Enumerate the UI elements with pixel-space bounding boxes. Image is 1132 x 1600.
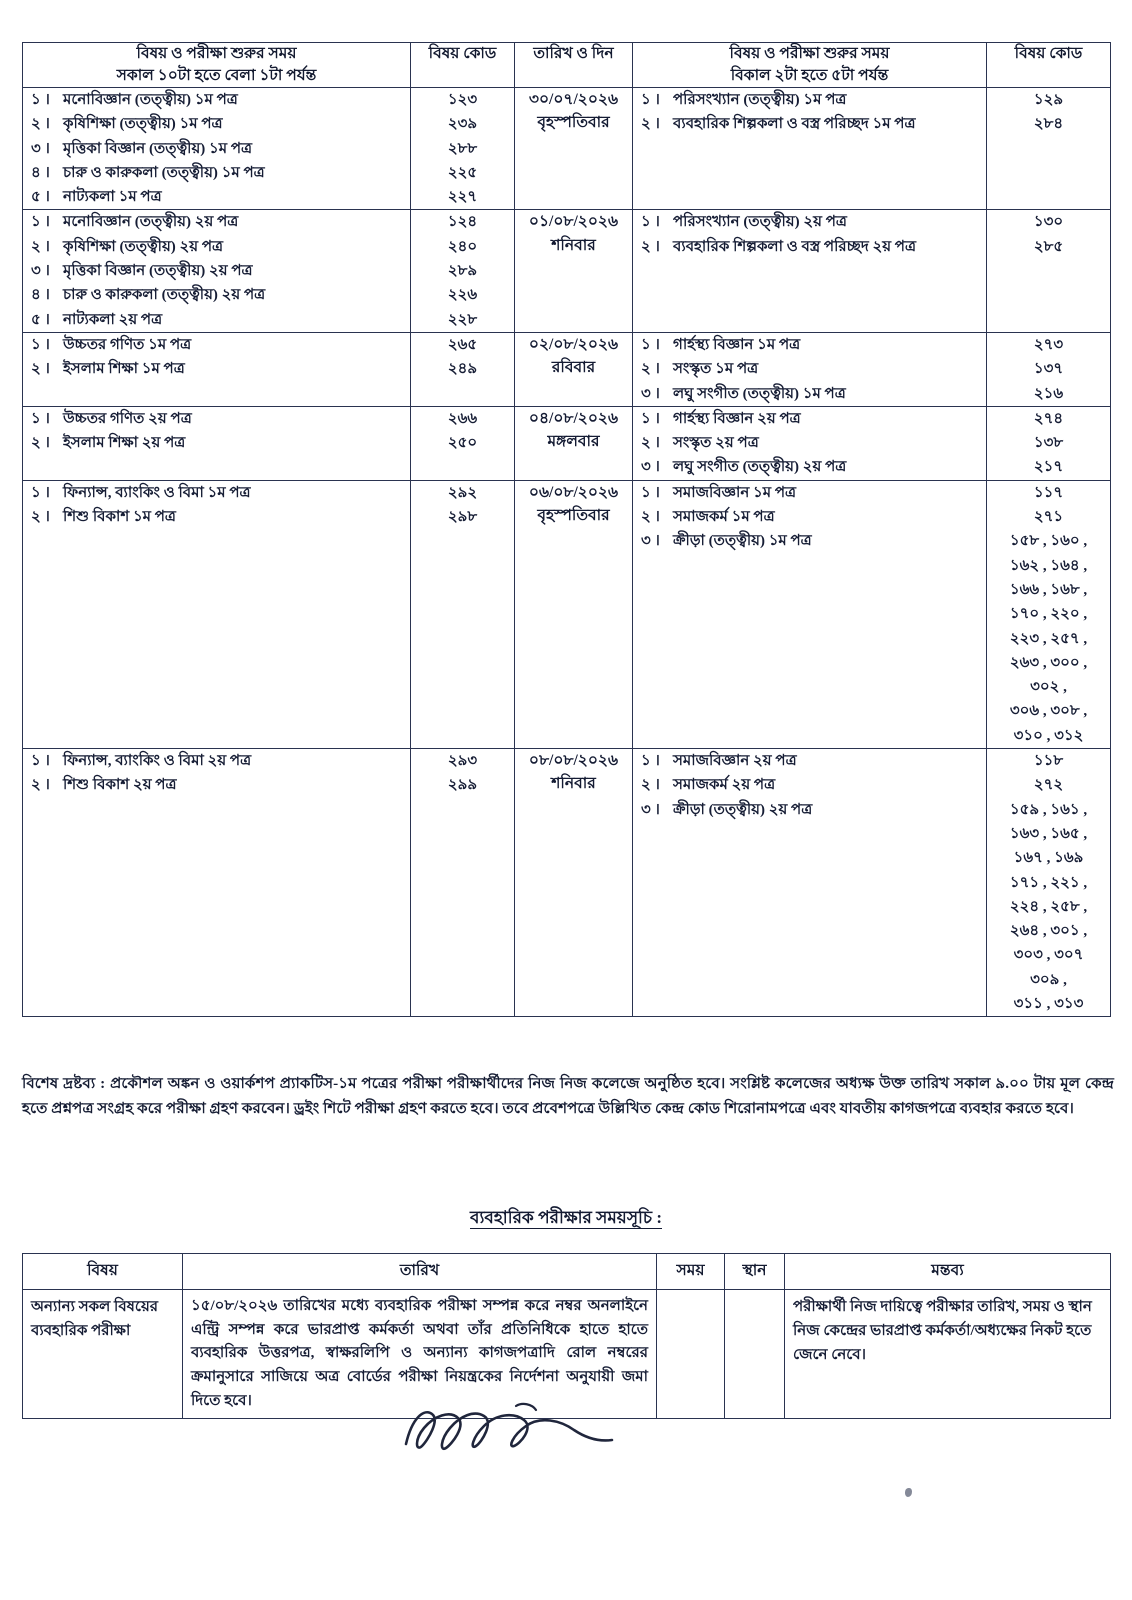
practical-section-title xyxy=(0,1205,1132,1233)
subject-name: মৃত্তিকা বিজ্ঞান (তত্ত্বীয়) ২য় পত্র xyxy=(63,263,253,280)
exam-date-cell xyxy=(515,406,633,480)
subject-serial: ১ । xyxy=(31,92,50,108)
header-morning-subject xyxy=(23,43,411,88)
morning-subjects-cell xyxy=(23,406,411,480)
subject-name: পরিসংখ্যান (তত্ত্বীয়) ২য় পত্র xyxy=(673,214,847,231)
subject-item xyxy=(633,88,986,112)
practical-section-title-text: ব্যবহারিক পরীক্ষার সময়সূচি : xyxy=(470,1208,662,1227)
morning-codes-cell xyxy=(411,480,515,748)
subject-serial: ৪ । xyxy=(31,287,50,304)
subject-code: ১৬৬ , ১৬৮ , xyxy=(1009,581,1088,598)
subject-code: ২২৬ xyxy=(447,287,478,304)
subject-item xyxy=(633,407,986,431)
subject-name: লঘু সংগীত (তত্ত্বীয়) ২য় পত্র xyxy=(673,459,847,476)
subject-name: উচ্চতর গণিত ২য় পত্র xyxy=(63,410,192,427)
subject-item xyxy=(633,112,986,136)
subject-item xyxy=(633,529,986,553)
subject-serial: ৩ । xyxy=(641,385,660,402)
subject-code: ২৬৪ , ৩০১ , xyxy=(1009,923,1088,940)
subject-code: ২২৩ , ২৫৭ , xyxy=(1009,630,1088,647)
afternoon-subject-list xyxy=(633,481,986,554)
afternoon-subject-list xyxy=(633,749,986,822)
header-afternoon-subject-line1: বিষয় ও পরীক্ষা শুরুর সময় xyxy=(729,45,890,62)
practical-header-place: স্থান xyxy=(725,1254,785,1290)
practical-header-remark: মন্তব্য xyxy=(785,1254,1111,1290)
practical-header-row xyxy=(23,1254,1111,1290)
subject-code: ১৬৩ , ১৬৫ , xyxy=(1009,825,1088,842)
subject-name: কৃষিশিক্ষা (তত্ত্বীয়) ১ম পত্র xyxy=(63,116,223,133)
subject-name: ক্রীড়া (তত্ত্বীয়) ১ম পত্র xyxy=(673,533,812,550)
exam-date: ০৪/০৮/২০২৬ xyxy=(528,409,619,427)
header-afternoon-subject xyxy=(633,43,987,88)
subject-serial: ৪ । xyxy=(31,164,50,181)
subject-name: মনোবিজ্ঞান (তত্ত্বীয়) ১ম পত্র xyxy=(63,92,238,108)
header-date: তারিখ ও দিন xyxy=(515,43,633,88)
header-morning-code: বিষয় কোড xyxy=(411,43,515,88)
subject-code: ৩০৩ , ৩০৭ xyxy=(1013,947,1084,964)
subject-name: ব্যবহারিক শিল্পকলা ও বস্ত্র পরিচ্ছদ ১ম পত্র xyxy=(673,116,916,133)
subject-serial: ১ । xyxy=(31,484,50,501)
subject-item xyxy=(633,505,986,529)
subject-name: ব্যবহারিক শিল্পকলা ও বস্ত্র পরিচ্ছদ ২য় পত্র xyxy=(673,238,917,255)
subject-code: ২৯২ xyxy=(447,484,478,501)
subject-serial: ২ । xyxy=(31,238,50,255)
subject-code: ২১৬ xyxy=(1033,385,1064,402)
morning-code-list xyxy=(411,210,514,331)
subject-item xyxy=(633,333,986,357)
subject-item xyxy=(23,357,410,381)
subject-serial: ৩ । xyxy=(641,801,660,818)
subject-item xyxy=(23,259,410,283)
exam-date-cell xyxy=(515,88,633,210)
subject-code: ২২৫ xyxy=(447,164,478,181)
afternoon-subject-list xyxy=(633,210,986,259)
morning-codes-cell xyxy=(411,88,515,210)
subject-serial: ৩ । xyxy=(641,459,660,476)
exam-day: বৃহস্পতিবার xyxy=(537,507,610,524)
afternoon-subjects-cell xyxy=(633,332,987,406)
subject-item xyxy=(23,431,410,455)
afternoon-codes-cell xyxy=(987,749,1111,1017)
afternoon-codes-cell xyxy=(987,88,1111,210)
subject-code: ১৬২ , ১৬৪ , xyxy=(1009,557,1088,574)
subject-item xyxy=(23,185,410,209)
subject-code: ২৪৯ xyxy=(447,361,478,378)
exam-date: ৩০/০৭/২০২৬ xyxy=(528,91,619,108)
exam-date-cell xyxy=(515,210,633,332)
subject-code: ১২৪ xyxy=(447,214,478,231)
morning-codes-cell xyxy=(411,210,515,332)
subject-code: ২২৭ xyxy=(447,189,478,206)
exam-date-cell xyxy=(515,749,633,1017)
subject-serial: ৩ । xyxy=(31,263,50,280)
subject-name: ফিন্যান্স, ব্যাংকিং ও বিমা ২য় পত্র xyxy=(63,753,252,770)
subject-item xyxy=(633,773,986,797)
subject-name: চারু ও কারুকলা (তত্ত্বীয়) ১ম পত্র xyxy=(63,164,265,181)
exam-date: ০২/০৮/২০২৬ xyxy=(528,335,619,353)
subject-item xyxy=(23,210,410,234)
subject-code: ২৪০ xyxy=(447,238,478,255)
subject-item xyxy=(633,210,986,234)
subject-item xyxy=(633,382,986,406)
subject-serial: ২ । xyxy=(641,238,660,255)
subject-code: ২৭৪ xyxy=(1033,410,1064,427)
subject-name: ক্রীড়া (তত্ত্বীয়) ২য় পত্র xyxy=(673,801,813,818)
routine-table-head xyxy=(23,43,1111,88)
subject-code: ৩০৬ , ৩০৮ , xyxy=(1009,703,1088,720)
subject-name: মনোবিজ্ঞান (তত্ত্বীয়) ২য় পত্র xyxy=(63,214,239,231)
afternoon-codes-cell xyxy=(987,480,1111,748)
afternoon-subject-list xyxy=(633,88,986,137)
morning-code-list xyxy=(411,407,514,456)
afternoon-codes-cell xyxy=(987,210,1111,332)
morning-codes-cell xyxy=(411,332,515,406)
routine-row xyxy=(23,332,1111,406)
afternoon-codes-cell xyxy=(987,332,1111,406)
subject-item xyxy=(23,283,410,307)
practical-header-date: তারিখ xyxy=(183,1254,657,1290)
subject-name: গার্হস্থ্য বিজ্ঞান ২য় পত্র xyxy=(673,410,801,427)
subject-code: ৩১১ , ৩১৩ xyxy=(1013,995,1084,1012)
subject-name: ফিন্যান্স, ব্যাংকিং ও বিমা ১ম পত্র xyxy=(63,484,251,501)
subject-code: ২৬৩ , ৩০০ , xyxy=(1009,654,1088,671)
subject-serial: ৫ । xyxy=(31,311,50,328)
morning-code-list xyxy=(411,749,514,798)
afternoon-codes-cell xyxy=(987,406,1111,480)
exam-day: মঙ্গলবার xyxy=(547,433,600,451)
subject-item xyxy=(23,235,410,259)
subject-item xyxy=(23,88,410,112)
routine-row xyxy=(23,210,1111,332)
morning-subject-list xyxy=(23,749,410,798)
morning-subject-list xyxy=(23,210,410,331)
afternoon-subjects-cell xyxy=(633,480,987,748)
subject-code: ১৩৮ xyxy=(1033,435,1064,452)
morning-code-list xyxy=(411,88,514,209)
subject-serial: ৩ । xyxy=(641,533,660,550)
subject-code: ২৮৮ xyxy=(447,140,478,157)
subject-name: কৃষিশিক্ষা (তত্ত্বীয়) ২য় পত্র xyxy=(63,238,224,255)
morning-subjects-cell xyxy=(23,480,411,748)
afternoon-subjects-cell xyxy=(633,88,987,210)
subject-code: ১৩০ xyxy=(1033,214,1064,231)
subject-item xyxy=(633,481,986,505)
subject-name: উচ্চতর গণিত ১ম পত্র xyxy=(63,336,192,353)
afternoon-code-list xyxy=(987,88,1110,137)
subject-item xyxy=(23,161,410,185)
subject-serial: ১ । xyxy=(641,410,660,427)
practical-cell-subject: অন্যান্য সকল বিষয়ের ব্যবহারিক পরীক্ষা xyxy=(23,1290,183,1419)
subject-name: শিশু বিকাশ ২য় পত্র xyxy=(63,777,177,794)
exam-day: শনিবার xyxy=(551,236,596,254)
header-morning-subject-line2: সকাল ১০টা হতে বেলা ১টা পর্যন্ত xyxy=(116,67,317,84)
subject-item xyxy=(23,407,410,431)
subject-serial: ১ । xyxy=(641,336,660,353)
morning-code-list xyxy=(411,481,514,530)
morning-subjects-cell xyxy=(23,88,411,210)
subject-item xyxy=(23,308,410,332)
header-morning-subject-line1: বিষয় ও পরীক্ষা শুরুর সময় xyxy=(136,45,297,62)
practical-header-subject: বিষয় xyxy=(23,1254,183,1290)
exam-day: বৃহস্পতিবার xyxy=(537,114,610,132)
morning-subject-list xyxy=(23,88,410,209)
scan-speck xyxy=(905,1488,912,1497)
subject-code: ২৭১ xyxy=(1033,509,1064,526)
subject-name: গার্হস্থ্য বিজ্ঞান ১ম পত্র xyxy=(673,336,801,353)
subject-name: লঘু সংগীত (তত্ত্বীয়) ১ম পত্র xyxy=(673,385,846,402)
subject-code: ১৫৮ , ১৬০ , xyxy=(1009,533,1088,550)
practical-table xyxy=(22,1253,1111,1419)
routine-header-row xyxy=(23,43,1111,88)
subject-code: ২৩৯ xyxy=(447,116,478,133)
subject-code: ২২৪ , ২৫৮ , xyxy=(1009,898,1088,915)
subject-code: ৩০২ , xyxy=(1030,679,1067,696)
subject-serial: ২ । xyxy=(31,509,50,526)
practical-table-head xyxy=(23,1254,1111,1290)
practical-cell-date: ১৫/০৮/২০২৬ তারিখের মধ্যে ব্যবহারিক পরীক্ষা সম্পন্ন করে নম্বর অনলাইনে এন্ট্রি সম্পন্ন করে ভারপ্রাপ্ত কর্মকর্তা অথবা তাঁর প্রতিনিধিকে হাতে হাতে ব্যবহারিক উত্তরপত্র, স্বাক্ষরলিপি ও অন্যান্য কাগজপত্রাদি রোল নম্বরের ক্রমানুসারে সাজিয়ে অত্র বোর্ডের পরীক্ষা নিয়ন্ত্রকের নির্দেশনা অনুযায়ী জমা দিতে হবে। xyxy=(183,1290,657,1419)
subject-serial: ২ । xyxy=(641,777,660,794)
morning-codes-cell xyxy=(411,749,515,1017)
subject-serial: ৫ । xyxy=(31,189,50,206)
afternoon-subjects-cell xyxy=(633,406,987,480)
morning-subject-list xyxy=(23,481,410,530)
subject-name: মৃত্তিকা বিজ্ঞান (তত্ত্বীয়) ১ম পত্র xyxy=(63,140,253,157)
subject-item xyxy=(633,431,986,455)
special-note: বিশেষ দ্রষ্টব্য : প্রকৌশল অঙ্কন ও ওয়ার্কশপ প্র্যাকটিস-১ম পত্রের পরীক্ষা পরীক্ষার্থীদের নিজ নিজ কলেজে অনুষ্ঠিত হবে। সংশ্লিষ্ট কলেজের অধ্যক্ষ উক্ত তারিখ সকাল ৯.০০ টায় মূল কেন্দ্র হতে প্রশ্নপত্র সংগ্রহ করে পরীক্ষা গ্রহণ করবেন। ড্রইং শিটে পরীক্ষা গ্রহণ করতে হবে। তবে প্রবেশপত্রে উল্লিখিত কেন্দ্র কোড শিরোনামপত্রে এবং যাবতীয় কাগজপত্রে ব্যবহার করতে হবে। xyxy=(22,1075,1114,1117)
subject-serial: ১ । xyxy=(641,214,660,231)
subject-name: সংস্কৃত ১ম পত্র xyxy=(673,361,759,378)
subject-code: ২১৭ xyxy=(1033,459,1064,476)
subject-serial: ১ । xyxy=(641,484,660,501)
subject-code: ৩০৯ , xyxy=(1030,971,1067,988)
exam-date: ০৮/০৮/২০২৬ xyxy=(528,752,619,770)
subject-name: সমাজবিজ্ঞান ২য় পত্র xyxy=(673,753,797,770)
subject-code: ২৯৯ xyxy=(447,777,478,794)
morning-subject-list xyxy=(23,407,410,456)
subject-serial: ১ । xyxy=(31,214,50,231)
exam-date: ০৬/০৮/২০২৬ xyxy=(528,483,619,501)
header-afternoon-code: বিষয় কোড xyxy=(987,43,1111,88)
morning-subjects-cell xyxy=(23,749,411,1017)
routine-row xyxy=(23,88,1111,210)
subject-code: ২৮৯ xyxy=(447,263,478,280)
subject-item xyxy=(23,773,410,797)
subject-item xyxy=(633,798,986,822)
morning-code-list xyxy=(411,333,514,382)
subject-code: ২৫০ xyxy=(447,435,478,452)
morning-subjects-cell xyxy=(23,210,411,332)
afternoon-code-list xyxy=(987,333,1110,406)
afternoon-subjects-cell xyxy=(633,749,987,1017)
routine-row xyxy=(23,480,1111,748)
subject-code: ১২৯ xyxy=(1033,92,1064,108)
afternoon-code-list xyxy=(987,481,1110,748)
subject-code: ১২৩ xyxy=(447,92,478,108)
subject-code: ২৬৫ xyxy=(447,336,478,353)
morning-subject-list xyxy=(23,333,410,382)
subject-item xyxy=(23,137,410,161)
subject-serial: ১ । xyxy=(31,336,50,353)
subject-code: ১৬৭ , ১৬৯ xyxy=(1013,850,1084,867)
subject-serial: ২ । xyxy=(31,777,50,794)
subject-code: ২৭৩ xyxy=(1033,336,1064,353)
routine-table-body xyxy=(23,88,1111,1017)
subject-name: নাট্যকলা ১ম পত্র xyxy=(63,189,162,206)
subject-serial: ১ । xyxy=(641,92,660,108)
routine-row xyxy=(23,749,1111,1017)
subject-name: সংস্কৃত ২য় পত্র xyxy=(673,435,759,452)
practical-table-body xyxy=(23,1290,1111,1419)
afternoon-subjects-cell xyxy=(633,210,987,332)
subject-serial: ২ । xyxy=(31,116,50,133)
subject-serial: ৩ । xyxy=(31,140,50,157)
subject-serial: ২ । xyxy=(641,509,660,526)
subject-serial: ২ । xyxy=(641,116,660,133)
exam-day: শনিবার xyxy=(551,775,596,793)
practical-cell-remark: পরীক্ষার্থী নিজ দায়িত্বে পরীক্ষার তারিখ, সময় ও স্থান নিজ কেন্দ্রের ভারপ্রাপ্ত কর্মকর্তা/অধ্যক্ষের নিকট হতে জেনে নেবে। xyxy=(785,1290,1111,1419)
subject-code: ২৮৪ xyxy=(1033,116,1064,133)
subject-name: শিশু বিকাশ ১ম পত্র xyxy=(63,509,176,526)
exam-date-cell xyxy=(515,332,633,406)
subject-code: ১৩৭ xyxy=(1033,361,1064,378)
subject-item xyxy=(633,749,986,773)
subject-serial: ১ । xyxy=(31,410,50,427)
exam-date: ০১/০৮/২০২৬ xyxy=(528,213,619,231)
afternoon-code-list xyxy=(987,407,1110,480)
exam-date-cell xyxy=(515,480,633,748)
subject-name: পরিসংখ্যান (তত্ত্বীয়) ১ম পত্র xyxy=(673,92,847,108)
subject-serial: ২ । xyxy=(641,435,660,452)
morning-codes-cell xyxy=(411,406,515,480)
subject-item xyxy=(23,481,410,505)
subject-code: ২৬৬ xyxy=(447,410,478,427)
subject-code: ২৯৩ xyxy=(447,753,478,770)
subject-name: নাট্যকলা ২য় পত্র xyxy=(63,311,163,328)
subject-code: ১৭০ , ২২০ , xyxy=(1009,606,1088,623)
subject-code: ৩১০ , ৩১২ xyxy=(1013,727,1084,744)
subject-code: ১৭১ , ২২১ , xyxy=(1009,874,1088,891)
subject-item xyxy=(633,235,986,259)
subject-serial: ২ । xyxy=(31,435,50,452)
subject-item xyxy=(633,357,986,381)
subject-item xyxy=(23,333,410,357)
practical-header-time: সময় xyxy=(657,1254,725,1290)
subject-code: ২৮৫ xyxy=(1033,238,1064,255)
morning-subjects-cell xyxy=(23,332,411,406)
subject-code: ২৯৮ xyxy=(447,509,478,526)
subject-name: ইসলাম শিক্ষা ১ম পত্র xyxy=(63,361,185,378)
subject-code: ২২৮ xyxy=(447,311,478,328)
routine-row xyxy=(23,406,1111,480)
subject-serial: ১ । xyxy=(31,753,50,770)
afternoon-subject-list xyxy=(633,407,986,480)
practical-cell-time xyxy=(657,1290,725,1419)
routine-table xyxy=(22,42,1111,1017)
practical-row xyxy=(23,1290,1111,1419)
afternoon-code-list xyxy=(987,749,1110,1016)
header-afternoon-subject-line2: বিকাল ২টা হতে ৫টা পর্যন্ত xyxy=(730,67,889,84)
subject-item xyxy=(23,505,410,529)
subject-code: ১৫৯ , ১৬১ , xyxy=(1009,801,1088,818)
subject-name: সমাজকর্ম ১ম পত্র xyxy=(673,509,775,526)
practical-cell-place xyxy=(725,1290,785,1419)
afternoon-code-list xyxy=(987,210,1110,259)
subject-serial: ২ । xyxy=(641,361,660,378)
subject-item xyxy=(23,112,410,136)
subject-serial: ২ । xyxy=(31,361,50,378)
subject-name: সমাজকর্ম ২য় পত্র xyxy=(673,777,776,794)
subject-code: ২৭২ xyxy=(1033,777,1064,794)
subject-serial: ১ । xyxy=(641,753,660,770)
subject-name: চারু ও কারুকলা (তত্ত্বীয়) ২য় পত্র xyxy=(63,287,266,304)
subject-item xyxy=(633,455,986,479)
exam-day: রবিবার xyxy=(551,359,596,377)
subject-item xyxy=(23,749,410,773)
afternoon-subject-list xyxy=(633,333,986,406)
subject-name: সমাজবিজ্ঞান ১ম পত্র xyxy=(673,484,797,501)
subject-name: ইসলাম শিক্ষা ২য় পত্র xyxy=(63,435,186,452)
subject-code: ১১৮ xyxy=(1033,753,1064,770)
subject-code: ১১৭ xyxy=(1033,484,1064,501)
